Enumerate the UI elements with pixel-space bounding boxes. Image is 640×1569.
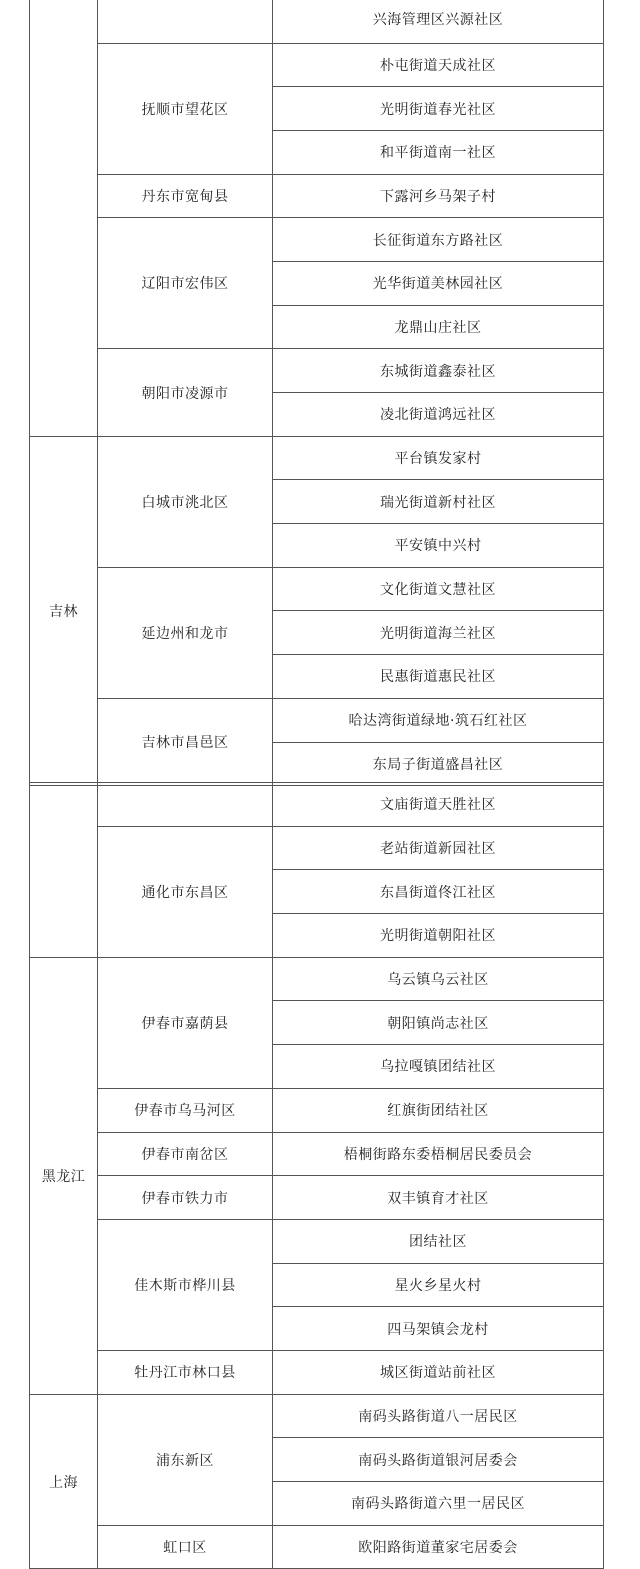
community-cell: 下露河乡马架子村 (273, 174, 604, 218)
community-table-part-2 (29, 782, 604, 1569)
city-cell: 伊春市乌马河区 (98, 1088, 273, 1132)
community-cell: 乌云镇乌云社区 (273, 957, 604, 1001)
community-cell: 朝阳镇尚志社区 (273, 1001, 604, 1045)
community-cell: 东昌街道佟江社区 (273, 870, 604, 914)
community-cell: 兴海管理区兴源社区 (273, 0, 604, 43)
city-cell: 朝阳市凌源市 (98, 349, 273, 436)
community-cell: 城区街道站前社区 (273, 1350, 604, 1394)
province-cell: 上海 (30, 1394, 98, 1569)
community-cell: 朴屯街道天成社区 (273, 43, 604, 87)
community-cell: 民惠街道惠民社区 (273, 655, 604, 699)
city-cell (98, 0, 273, 43)
community-cell: 平台镇发家村 (273, 436, 604, 480)
province-cell (30, 0, 98, 436)
city-cell: 白城市洮北区 (98, 436, 273, 567)
community-cell: 南码头路街道六里一居民区 (273, 1482, 604, 1526)
city-cell: 牡丹江市林口县 (98, 1350, 273, 1394)
community-cell: 和平街道南一社区 (273, 130, 604, 174)
community-cell: 东城街道鑫泰社区 (273, 349, 604, 393)
community-cell: 南码头路街道银河居委会 (273, 1438, 604, 1482)
community-cell: 凌北街道鸿远社区 (273, 393, 604, 437)
city-cell: 佳木斯市桦川县 (98, 1219, 273, 1350)
community-cell: 老站街道新园社区 (273, 826, 604, 870)
community-cell: 东局子街道盛昌社区 (273, 742, 604, 786)
city-cell (98, 783, 273, 827)
community-cell: 欧阳路街道董家宅居委会 (273, 1525, 604, 1569)
community-cell: 哈达湾街道绿地·筑石红社区 (273, 698, 604, 742)
city-cell: 抚顺市望花区 (98, 43, 273, 174)
community-cell: 南码头路街道八一居民区 (273, 1394, 604, 1438)
city-cell: 吉林市昌邑区 (98, 698, 273, 785)
province-cell: 黑龙江 (30, 957, 98, 1394)
community-cell: 光明街道海兰社区 (273, 611, 604, 655)
table1-body (30, 0, 604, 786)
city-cell: 伊春市嘉荫县 (98, 957, 273, 1088)
city-cell: 浦东新区 (98, 1394, 273, 1525)
community-cell: 红旗街团结社区 (273, 1088, 604, 1132)
city-cell: 通化市东昌区 (98, 826, 273, 957)
table2-body (30, 783, 604, 1569)
community-cell: 四马架镇会龙村 (273, 1307, 604, 1351)
community-cell: 乌拉嘎镇团结社区 (273, 1045, 604, 1089)
community-cell: 瑞光街道新村社区 (273, 480, 604, 524)
community-cell: 长征街道东方路社区 (273, 218, 604, 262)
community-cell: 平安镇中兴村 (273, 524, 604, 568)
community-cell: 团结社区 (273, 1219, 604, 1263)
community-cell: 光明街道朝阳社区 (273, 914, 604, 958)
community-cell: 双丰镇育才社区 (273, 1176, 604, 1220)
community-cell: 光华街道美林园社区 (273, 261, 604, 305)
city-cell: 伊春市铁力市 (98, 1176, 273, 1220)
community-cell: 梧桐街路东委梧桐居民委员会 (273, 1132, 604, 1176)
community-cell: 光明街道春光社区 (273, 87, 604, 131)
community-cell: 文庙街道天胜社区 (273, 783, 604, 827)
community-table-part-1 (29, 0, 604, 786)
city-cell: 辽阳市宏伟区 (98, 218, 273, 349)
community-cell: 龙鼎山庄社区 (273, 305, 604, 349)
city-cell: 延边州和龙市 (98, 567, 273, 698)
community-cell: 星火乡星火村 (273, 1263, 604, 1307)
community-cell: 文化街道文慧社区 (273, 567, 604, 611)
city-cell: 伊春市南岔区 (98, 1132, 273, 1176)
province-cell: 吉林 (30, 436, 98, 786)
city-cell: 丹东市宽甸县 (98, 174, 273, 218)
city-cell: 虹口区 (98, 1525, 273, 1569)
province-cell (30, 783, 98, 958)
